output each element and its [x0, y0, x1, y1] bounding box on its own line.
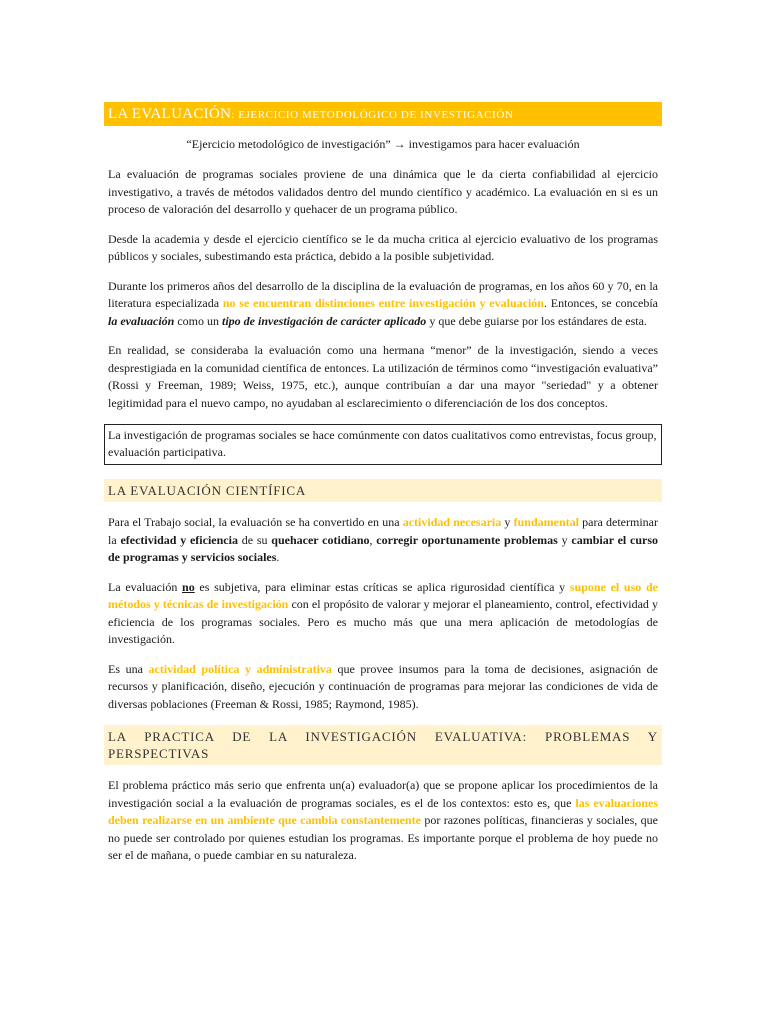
page-title	[104, 102, 662, 126]
paragraph-7	[108, 661, 658, 714]
p5-text-g: .	[276, 550, 280, 564]
p5-text-b: y	[501, 515, 514, 529]
p3-highlight: no se encuentran distinciones entre investigación y evaluación	[222, 296, 544, 310]
p7-text-b: que provee insumos para la toma de decisiones, asignación de recursos y planificación, diseño, ejecución y continuación de programas para mejorar las condiciones de vida de diversas poblaciones (Freeman & Rossi, 1985; Raymond, 1985).	[108, 661, 658, 711]
p5-strong-2: quehacer cotidiano	[271, 532, 370, 547]
p3-emphasis-1: la evaluación	[108, 313, 175, 328]
p5-highlight-2: fundamental	[513, 515, 579, 529]
p3-text-c: como un	[174, 313, 222, 328]
p7-highlight: actividad política y administrativa	[148, 661, 332, 676]
p5-text-a: Para el Trabajo social, la evaluación se ha convertido en una	[108, 515, 403, 529]
section-heading-1: LA EVALUACIÓN CIENTÍFICA	[104, 479, 662, 502]
document-content	[104, 102, 662, 877]
p3-text-d: y que debe guiarse por los estándares de esta.	[426, 313, 647, 328]
p8-text-b: por razones políticas, financieras y sociales, que no puede ser controlado por quienes estudian los programas. Es importante porque el problema de hoy puede no ser el de mañana, o puede cambiar en su naturaleza.	[108, 813, 658, 862]
p3-text-b: . Entonces, se concebía	[543, 296, 658, 310]
p8-text-a: El problema práctico más serio que enfrenta un(a) evaluador(a) que se propone aplicar los procedimientos de la investigación social a la evaluación de programas sociales, es el de los contextos: esto es, que	[108, 778, 658, 810]
section-heading-2	[104, 725, 662, 765]
p3-emphasis-2: tipo de investigación de carácter aplicado	[222, 313, 427, 328]
p5-text-e: ,	[369, 532, 377, 547]
p3-text-a: Durante los primeros años del desarrollo de la disciplina de la evaluación de programas, en los años 60 y 70, en la literatura especializada	[108, 278, 658, 310]
p5-highlight-1: actividad necesaria	[402, 515, 502, 529]
p5-strong-3: corregir oportunamente problemas	[376, 532, 558, 547]
paragraph-3	[108, 278, 658, 331]
paragraph-5	[108, 514, 658, 567]
section-heading-2-text: LA PRACTICA DE LA INVESTIGACIÓN EVALUATIVA: PROBLEMAS Y PERSPECTIVAS	[108, 729, 658, 761]
p5-strong-1: efectividad y eficiencia	[120, 532, 238, 547]
paragraph-2: Desde la academia y desde el ejercicio científico se le da mucha critica al ejercicio evaluativo de los programas públicos y sociales, subestimando esta práctica, debido a la posible subjetividad.	[108, 231, 658, 263]
p6-underlined-no: no	[182, 579, 195, 594]
paragraph-1: La evaluación de programas sociales proviene de una dinámica que le da cierta confiabilidad al ejercicio investigativo, a través de métodos validados dentro del mundo científico y académico. La evaluación en si es un proceso de valoración del desarrollo y quehacer de un programa público.	[108, 167, 658, 216]
p6-text-c: con el propósito de valorar y mejorar el planeamiento, control, efectividad y eficiencia de los programas sociales. Pero es mucho más que una mera aplicación de metodologías de investigación.	[108, 597, 659, 646]
p5-text-f: y	[557, 532, 572, 547]
paragraph-6	[108, 579, 658, 649]
intro-line: “Ejercicio metodológico de investigación” → investigamos para hacer evaluación	[186, 137, 580, 151]
p8-highlight: las evaluaciones deben realizarse en un ambiente que cambia constantemente	[108, 795, 658, 827]
p7-text-a: Es una	[108, 661, 149, 676]
p5-text-d: de su	[237, 532, 272, 547]
p6-text-a: La evaluación	[108, 579, 183, 594]
paragraph-4: En realidad, se consideraba la evaluación como una hermana “menor” de la investigación, siendo a veces desprestigiada en la comunidad científica de entonces. La utilización de términos como “investigación evaluativa” (Rossi y Freeman, 1989; Weiss, 1975, etc.), aunque contribuían a dar una mayor "seriedad" y a obtener legitimidad para el nuevo campo, no ayudaban al esclarecimiento o diferenciación de los dos conceptos.	[108, 343, 658, 410]
p6-text-b: es subjetiva, para eliminar estas críticas se aplica rigurosidad científica y	[194, 579, 570, 594]
p6-highlight: supone el uso de métodos y técnicas de investigación	[108, 579, 658, 611]
boxed-note: La investigación de programas sociales se hace comúnmente con datos cualitativos como entrevistas, focus group, evaluación participativa.	[104, 424, 662, 465]
title-sub: : EJERCICIO METODOLÓGICO DE INVESTIGACIÓN	[231, 109, 514, 121]
p5-strong-4: cambiar el curso de programas y servicios sociales	[108, 532, 659, 564]
p5-text-c: para determinar la	[108, 515, 658, 547]
paragraph-8	[108, 777, 658, 865]
title-main: LA EVALUACIÓN	[108, 106, 232, 122]
